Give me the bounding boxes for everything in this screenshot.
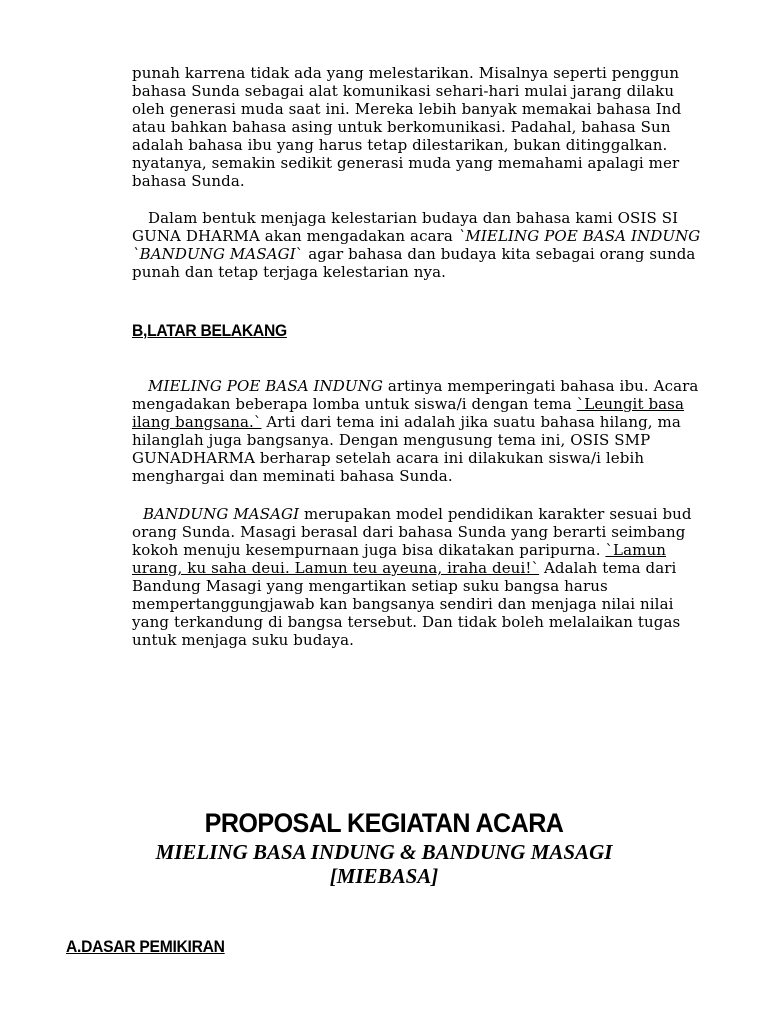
text-run: ` agar bahasa dan budaya kita sebagai orang sunda (295, 245, 696, 263)
paragraph-line: GUNADHARMA berharap setelah acara ini dilakukan siswa/i lebih (132, 449, 645, 467)
section-heading-dasar-pemikiran: A.DASAR PEMIKIRAN (66, 937, 225, 956)
paragraph-line: Bandung Masagi yang mengartikan setiap suku bangsa harus (132, 577, 608, 595)
event-name-italic: `BANDUNG MASAGI (132, 245, 296, 263)
paragraph-line: punah karrena tidak ada yang melestarikan. Misalnya seperti penggun (132, 64, 680, 82)
paragraph-line: nyatanya, semakin sedikit generasi muda yang memahami apalagi mer (132, 154, 680, 172)
text-run: Adalah tema dari (539, 559, 677, 577)
paragraph-line: orang Sunda. Masagi berasal dari bahasa Sunda yang berarti seimbang (132, 523, 686, 541)
paragraph-line: punah dan tetap terjaga kelestarian nya. (132, 263, 446, 281)
proposal-title: PROPOSAL KEGIATAN ACARA (204, 808, 564, 838)
text-run: mengadakan beberapa lomba untuk siswa/i dengan tema (132, 395, 577, 413)
text-run: GUNA DHARMA akan mengadakan acara (132, 227, 458, 245)
clipped-top-line (132, 44, 552, 52)
proposal-subtitle-abbrev: [MIEBASA] (329, 864, 439, 888)
paragraph-line (132, 413, 681, 431)
paragraph-line (148, 377, 698, 395)
paragraph-line: yang terkandung di bangsa tersebut. Dan tidak boleh melalaikan tugas (132, 613, 681, 631)
paragraph-line (132, 559, 676, 577)
paragraph-line: mempertanggungjawab kan bangsanya sendiri dan menjaga nilai nilai (132, 595, 674, 613)
text-run: artinya memperingati bahasa ibu. Acara (382, 377, 699, 395)
paragraph-line: bahasa Sunda sebagai alat komunikasi sehari-hari mulai jarang dilaku (132, 82, 675, 100)
paragraph-line (132, 541, 666, 559)
paragraph-line: atau bahkan bahasa asing untuk berkomunikasi. Padahal, bahasa Sun (132, 118, 671, 136)
proposal-subtitle: MIELING BASA INDUNG & BANDUNG MASAGI (155, 840, 613, 864)
text-run: merupakan model pendidikan karakter sesuai bud (299, 505, 692, 523)
event-name-italic: `MIELING POE BASA INDUNG (457, 227, 701, 245)
text-run: Arti dari tema ini adalah jika suatu bahasa hilang, ma (261, 413, 681, 431)
paragraph-line (132, 395, 684, 413)
paragraph-line: untuk menjaga suku budaya. (132, 631, 355, 649)
text-run: kokoh menuju kesempurnaan juga bisa dikatakan paripurna. (132, 541, 606, 559)
paragraph-line: adalah bahasa ibu yang harus tetap dilestarikan, bukan ditinggalkan. (132, 136, 668, 154)
theme-underlined: `Lamun (605, 541, 666, 559)
theme-underlined: ilang bangsana.` (132, 413, 262, 431)
section-heading-latar-belakang: B,LATAR BELAKANG (132, 321, 287, 340)
paragraph-line: Dalam bentuk menjaga kelestarian budaya dan bahasa kami OSIS SI (148, 209, 679, 227)
paragraph-line: hilanglah juga bangsanya. Dengan mengusung tema ini, OSIS SMP (132, 431, 651, 449)
paragraph-line (143, 505, 692, 523)
theme-underlined: urang, ku saha deui. Lamun teu ayeuna, iraha deui!` (132, 559, 540, 577)
event-name-italic: MIELING POE BASA INDUNG (148, 377, 383, 395)
paragraph-line (132, 227, 700, 245)
paragraph-line: menghargai dan meminati bahasa Sunda. (132, 467, 453, 485)
event-name-italic: BANDUNG MASAGI (143, 505, 300, 523)
paragraph-line: oleh generasi muda saat ini. Mereka lebih banyak memakai bahasa Ind (132, 100, 682, 118)
paragraph-line: bahasa Sunda. (132, 172, 245, 190)
paragraph-line (132, 245, 695, 263)
theme-underlined: `Leungit basa (576, 395, 685, 413)
